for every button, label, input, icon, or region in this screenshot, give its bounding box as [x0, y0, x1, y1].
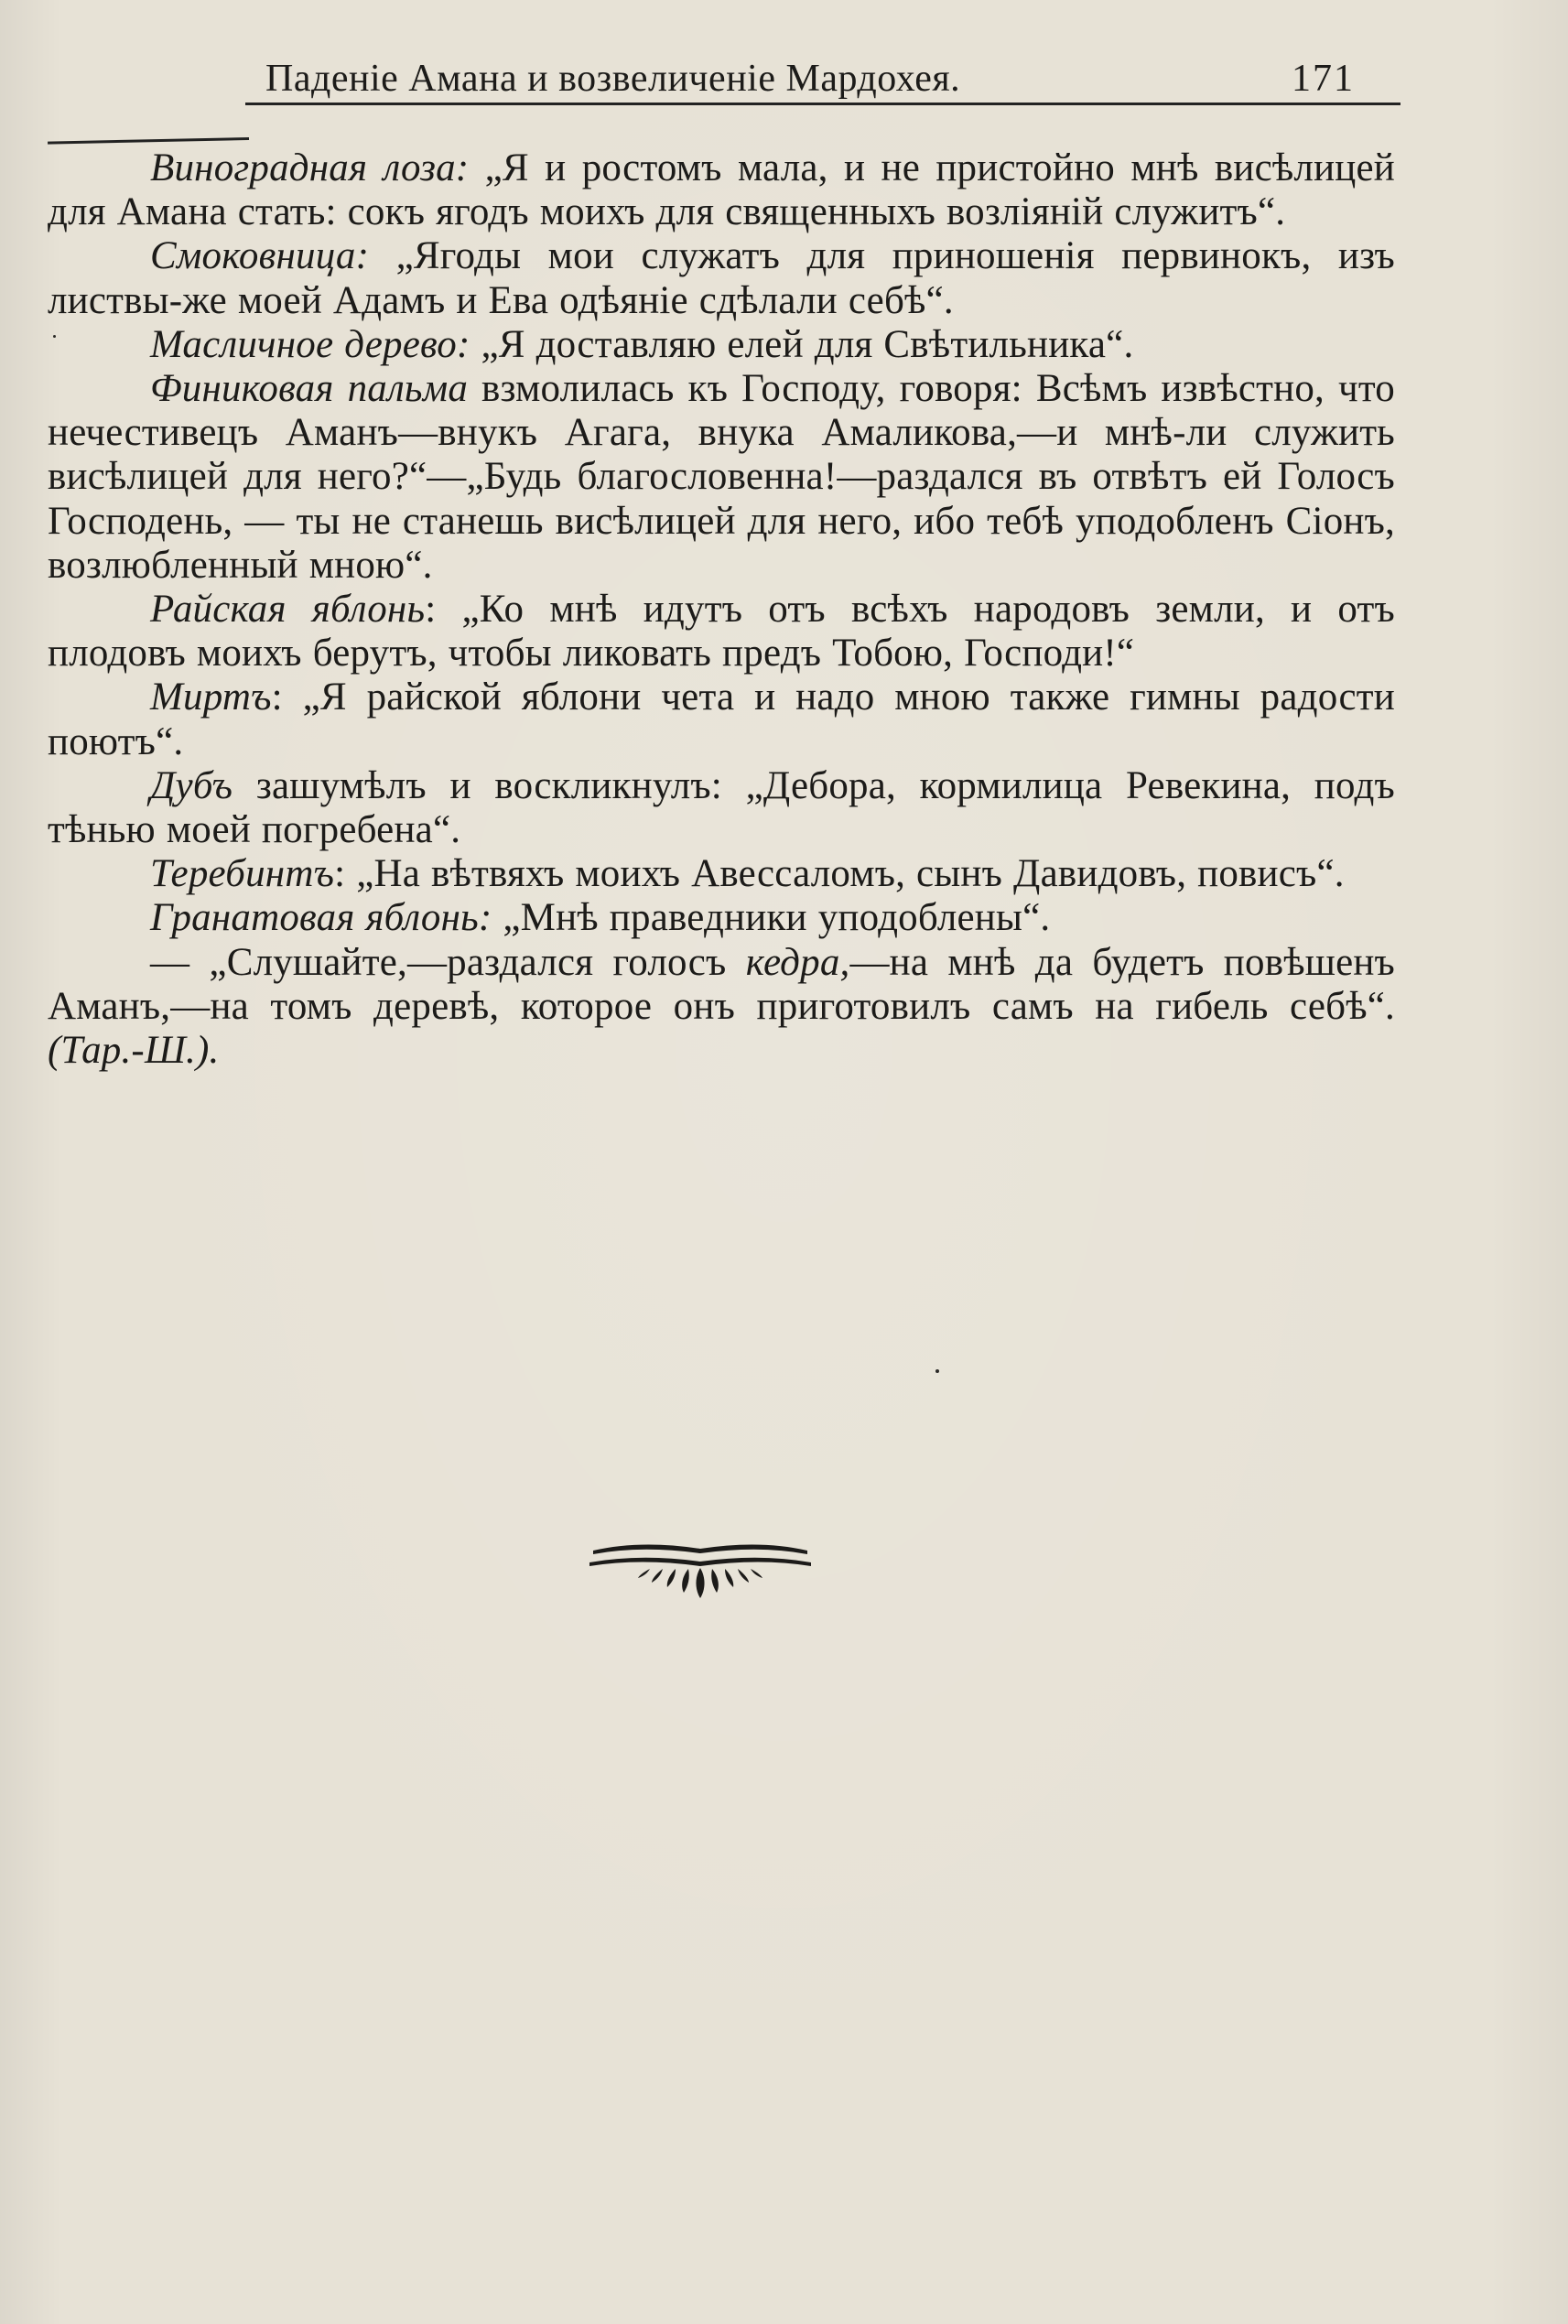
text-segment: взмолилась къ Господу, говоря: Всѣмъ извѣстно, что нечестивецъ Аманъ—внукъ Агага, внука Амаликова,—и мнѣ-ли служить висѣлицей для него?“—„Будь благословенна!—раздался въ отвѣтъ ей Голосъ Господень, — ты не станешь висѣлицей для него, ибо тебѣ уподобленъ Сіонъ, возлюбленный мною“. [48, 367, 1395, 587]
italic-text-segment: Дубъ [150, 763, 233, 807]
italic-text-segment: Виноградная лоза: [150, 146, 470, 189]
paragraph [48, 896, 1395, 940]
italic-text-segment: Масличное дерево: [150, 322, 470, 366]
paragraph [48, 852, 1395, 896]
italic-text-segment: Финиковая пальма [150, 367, 469, 411]
ink-speck [935, 1369, 939, 1373]
tailpiece-ornament-icon [586, 1538, 815, 1602]
paragraph [48, 234, 1395, 322]
text-segment: : „Ко мнѣ идутъ отъ всѣхъ народовъ земли, и отъ плодовъ моихъ берутъ, чтобы ликовать предъ Тобою, Господи!“ [48, 588, 1395, 676]
paragraph [48, 764, 1395, 852]
header-rule-left [48, 137, 249, 145]
text-segment: „Ягоды мои служатъ для приношенія первинокъ, изъ листвы-же моей Адамъ и Ева одѣяніе сдѣлали себѣ“. [48, 234, 1395, 322]
italic-text-segment: Миртъ [150, 676, 272, 719]
italic-text-segment: кедра, [745, 940, 850, 984]
header-rule [245, 103, 1400, 105]
paragraph [48, 323, 1395, 367]
italic-text-segment: (Тар.-Ш.). [48, 1029, 220, 1073]
text-segment: „Мнѣ праведники уподоблены“. [492, 896, 1051, 940]
running-title: Паденіе Амана и возвеличеніе Мардохея. [265, 58, 961, 100]
paragraph [48, 941, 1395, 1074]
text-segment: „Я и ростомъ мала, и не пристойно мнѣ висѣлицей для Амана стать: сокъ ягодъ моихъ для священныхъ возліяній служитъ“. [48, 146, 1395, 234]
paragraph [48, 588, 1395, 676]
paragraph [48, 676, 1395, 763]
italic-text-segment: Гранатовая яблонь: [150, 896, 492, 940]
paragraph [48, 367, 1395, 588]
italic-text-segment: Райская яблонь [150, 588, 426, 632]
italic-text-segment: Теребинтъ [150, 852, 335, 896]
text-segment: —на мнѣ да будетъ повѣшенъ Аманъ,—на томъ деревѣ, которое онъ приготовилъ самъ на гибель себѣ“. [48, 940, 1395, 1028]
italic-text-segment: Смоковница: [150, 234, 370, 278]
body-text [48, 146, 1395, 1073]
text-segment: — „Слушайте,—раздался голосъ [150, 940, 746, 984]
page-number: 171 [1292, 58, 1355, 100]
paragraph [48, 146, 1395, 234]
text-segment: „Я доставляю елей для Свѣтильника“. [470, 322, 1134, 366]
text-segment: зашумѣлъ и воскликнулъ: „Дебора, кормилица Ревекина, подъ тѣнью моей погребена“. [48, 763, 1395, 852]
text-segment: : „На вѣтвяхъ моихъ Авессаломъ, сынъ Давидовъ, повисъ“. [334, 852, 1345, 896]
text-segment: : „Я райской яблони чета и надо мною также гимны радости поютъ“. [48, 676, 1395, 763]
ink-speck [53, 335, 56, 338]
